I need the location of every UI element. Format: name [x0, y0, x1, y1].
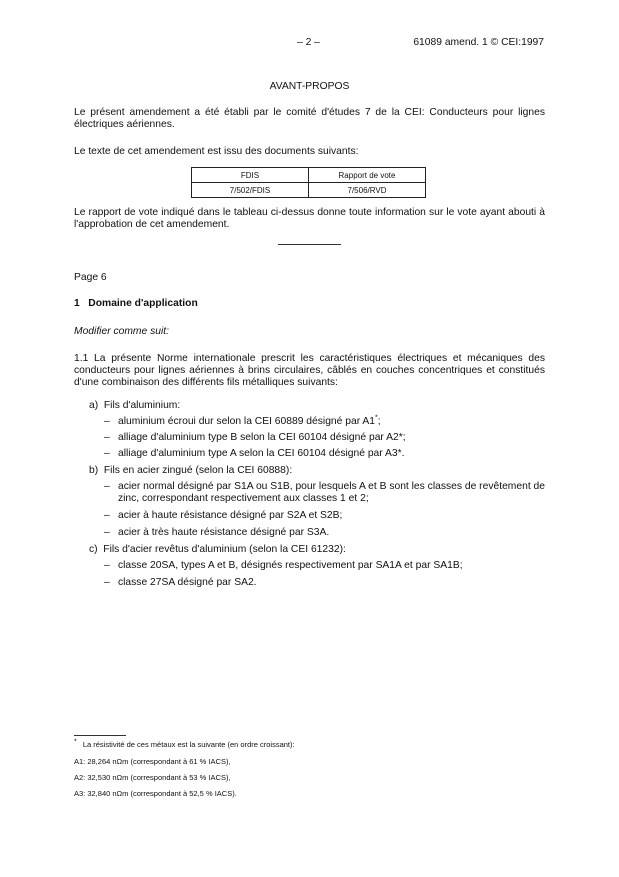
dash-bullet: –	[104, 448, 110, 459]
page-reference: Page 6	[74, 272, 107, 283]
list-item-text-end: ;	[377, 416, 381, 427]
footnote-intro-text: La résistivité de ces métaux est la suivante (en ordre croissant):	[82, 740, 295, 749]
list-item-text-main: aluminium écroui dur selon la CEI 60889 désigné par A1	[118, 416, 376, 427]
footnote-divider	[74, 735, 126, 736]
list-item-text: classe 27SA désigné par SA2.	[118, 577, 257, 588]
list-item-c: c) Fils d'acier revêtus d'aluminium (selon la CEI 61232):	[89, 544, 346, 555]
list-item-text: acier à très haute résistance désigné par S3A.	[118, 527, 330, 538]
footnote-line: A2: 32,530 nΩm (correspondant à 53 % IACS),	[74, 773, 231, 782]
dash-bullet: –	[104, 416, 110, 427]
section-instruction: Modifier comme suit:	[74, 326, 169, 337]
list-item-text: alliage d'aluminium type A selon la CEI 60104 désigné par A3*.	[118, 448, 405, 459]
dash-bullet: –	[104, 432, 110, 443]
dash-bullet: –	[104, 481, 110, 492]
list-item-text: alliage d'aluminium type B selon la CEI 60104 désigné par A2*;	[118, 432, 406, 443]
table-header-cell: FDIS	[192, 168, 309, 183]
section-divider	[278, 244, 341, 245]
list-item-a: a) Fils d'aluminium:	[89, 400, 181, 411]
page-title: AVANT-PROPOS	[269, 81, 350, 92]
intro-paragraph-2: Le texte de cet amendement est issu des documents suivants:	[74, 146, 359, 157]
list-item-b: b) Fils en acier zingué (selon la CEI 60888):	[89, 465, 293, 476]
list-item-text: acier à haute résistance désigné par S2A et S2B;	[118, 510, 343, 521]
footnote-intro	[74, 740, 295, 749]
table-header-row	[192, 168, 426, 183]
footnote-marker: *	[375, 414, 378, 422]
footnote-marker: *	[74, 738, 77, 746]
list-item-text: acier normal désigné par S1A ou S1B, pour lesquels A et B sont les classes de revêtement de zinc, correspondant respectivement aux classes 1 et 2;	[118, 481, 545, 504]
footnote-line: A3: 32,840 nΩm (correspondant à 52,5 % IACS).	[74, 789, 237, 798]
dash-bullet: –	[104, 527, 110, 538]
dash-bullet: –	[104, 560, 110, 571]
table-cell: 7/502/FDIS	[192, 183, 309, 198]
dash-bullet: –	[104, 510, 110, 521]
list-item-text	[118, 416, 381, 428]
table-header-cell: Rapport de vote	[309, 168, 426, 183]
list-item-text: classe 20SA, types A et B, désignés respectivement par SA1A et par SA1B;	[118, 560, 463, 571]
page-number: – 2 –	[297, 37, 320, 48]
section-heading: 1 Domaine d'application	[74, 298, 198, 309]
document-reference: 61089 amend. 1 © CEI:1997	[413, 37, 544, 48]
table-row	[192, 183, 426, 198]
voting-documents-table	[191, 167, 426, 198]
dash-bullet: –	[104, 577, 110, 588]
footnote-line: A1: 28,264 nΩm (correspondant à 61 % IACS),	[74, 757, 231, 766]
table-cell: 7/506/RVD	[309, 183, 426, 198]
intro-paragraph-3: Le rapport de vote indiqué dans le tableau ci-dessus donne toute information sur le vote ayant abouti à l'approbation de cet amendement.	[74, 207, 545, 230]
clause-1-1: 1.1 La présente Norme internationale prescrit les caractéristiques électriques et mécaniques des conducteurs pour lignes aériennes à brins circulaires, câblés en couches concentriques et constitués d'une combinaison des différents fils métalliques suivants:	[74, 353, 545, 388]
intro-paragraph-1: Le présent amendement a été établi par le comité d'études 7 de la CEI: Conducteurs pour lignes électriques aériennes.	[74, 107, 545, 130]
